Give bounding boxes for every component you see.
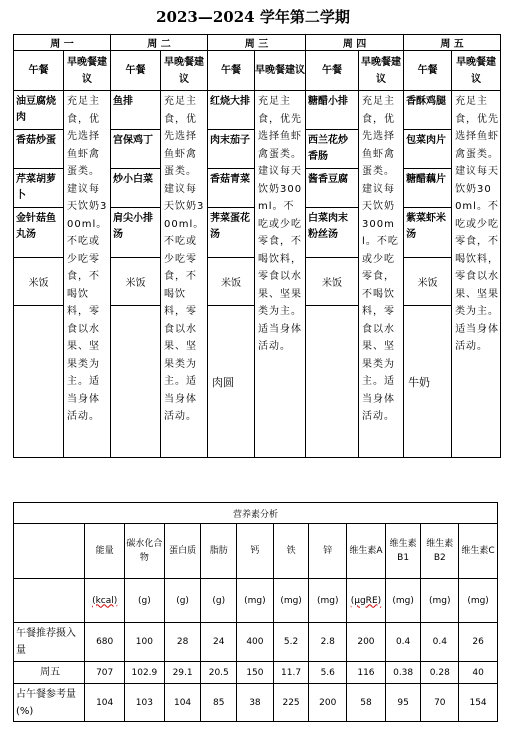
dish-item: 白菜肉末粉丝汤	[306, 208, 359, 258]
nutrition-value: 102.9	[125, 662, 165, 684]
nutrition-corner-cell	[14, 524, 85, 579]
lunch-column-header: 午餐	[306, 51, 359, 91]
staple-food: 米饭	[14, 258, 64, 306]
staple-food: 米饭	[404, 258, 452, 306]
weekly-menu-table	[13, 34, 501, 458]
nutrient-unit	[237, 579, 274, 623]
nutrient-unit-text: (mg)	[316, 595, 339, 606]
nutrition-value: 28	[164, 623, 201, 662]
dish-item: 糖醋藕片	[404, 169, 452, 208]
nutrition-value: 104	[164, 684, 201, 722]
nutrition-value: 5.6	[309, 662, 347, 684]
dish-item: 鱼排	[111, 91, 161, 130]
day-header: 周 三	[208, 35, 306, 51]
lunch-column-header: 午餐	[14, 51, 64, 91]
dish-item: 荠菜蛋花汤	[208, 208, 255, 258]
nutrition-value: 2.8	[309, 623, 347, 662]
nutrient-header: 钙	[237, 524, 274, 579]
dish-item: 糖醋小排	[306, 91, 359, 130]
dish-item: 香酥鸡腿	[404, 91, 452, 130]
advice-column-header: 早晚餐建议	[452, 51, 501, 91]
nutrient-unit-text: (mg)	[392, 595, 414, 606]
nutrition-value: 95	[385, 684, 421, 722]
day-header: 周 四	[306, 35, 404, 51]
nutrition-value: 104	[85, 684, 125, 722]
nutrition-value: 11.7	[273, 662, 309, 684]
nutrition-value: 20.5	[201, 662, 237, 684]
advice-column-header: 早晚餐建议	[255, 51, 306, 91]
nutrient-unit-text: (mg)	[280, 595, 302, 606]
nutrient-unit-text: (mg)	[467, 595, 489, 606]
nutrient-header: 维生素B2	[421, 524, 459, 579]
nutrient-unit-text: (mg)	[244, 595, 266, 606]
nutrition-value: 225	[273, 684, 309, 722]
dish-item: 油豆腐烧肉	[14, 91, 64, 130]
nutrition-title: 营养素分析	[14, 503, 498, 524]
nutrition-row-label: 占午餐参考量(%)	[14, 684, 85, 722]
lunch-column-header: 午餐	[208, 51, 255, 91]
advice-column-header: 早晚餐建议	[64, 51, 111, 91]
nutrition-row-label: 午餐推荐摄入量	[14, 623, 85, 662]
day-header: 周 五	[404, 35, 501, 51]
dish-item: 酱香豆腐	[306, 169, 359, 208]
nutrition-row-label: 周五	[14, 662, 85, 684]
nutrient-unit	[309, 579, 347, 623]
staple-food: 米饭	[208, 258, 255, 306]
nutrition-value: 150	[237, 662, 274, 684]
lunch-column-header: 午餐	[404, 51, 452, 91]
nutrition-value: 154	[459, 684, 498, 722]
dish-item: 炒小白菜	[111, 169, 161, 208]
lunch-column-header: 午餐	[111, 51, 161, 91]
snack-item: 肉圆	[208, 306, 255, 458]
nutrient-header: 维生素C	[459, 524, 498, 579]
nutrient-header: 蛋白质	[164, 524, 201, 579]
dish-item: 西兰花炒香肠	[306, 130, 359, 169]
meal-advice: 充足主食，优先选择鱼虾禽蛋类。建议每天饮奶300ml。不吃或少吃零食，不喝饮料，零食以水果、坚果类为主。适当身体活动。	[359, 91, 404, 458]
meal-advice: 充足主食，优先选择鱼虾禽蛋类。建议每天饮奶300ml。不吃或少吃零食，不喝饮料，零食以水果、坚果类为主。适当身体活动。	[452, 91, 501, 458]
nutrition-value: 200	[347, 623, 386, 662]
nutrient-unit-text: (mg)	[429, 595, 451, 606]
nutrient-header: 碳水化合物	[125, 524, 165, 579]
dish-item: 包菜肉片	[404, 130, 452, 169]
meal-advice: 充足主食，优先选择鱼虾禽蛋类。建议每天饮奶300ml。不吃或少吃零食，不喝饮料，零食以水果、坚果类为主。适当身体活动。	[64, 91, 111, 458]
nutrient-unit	[164, 579, 201, 623]
nutrient-unit-text: (μgRE)	[350, 595, 382, 606]
nutrient-unit-text: (kcal)	[92, 595, 118, 606]
meal-advice: 充足主食，优先选择鱼虾禽蛋类。建议每天饮奶300ml。不吃或少吃零食，不喝饮料，零食以水果、坚果类为主。适当身体活动。	[255, 91, 306, 458]
nutrition-value: 38	[237, 684, 274, 722]
nutrition-value: 5.2	[273, 623, 309, 662]
nutrition-analysis-table	[13, 502, 498, 722]
day-header: 周 二	[111, 35, 208, 51]
meal-advice: 充足主食，优先选择鱼虾禽蛋类。建议每天饮奶300ml。不吃或少吃零食，不喝饮料，零食以水果、坚果类为主。适当身体活动。	[161, 91, 208, 458]
dish-item: 肉末茄子	[208, 130, 255, 169]
nutrient-header: 维生素A	[347, 524, 386, 579]
page-title: 2023—2024 学年第二学期	[156, 8, 350, 26]
nutrient-header: 能量	[85, 524, 125, 579]
nutrition-corner-cell	[14, 579, 85, 623]
nutrition-value: 26	[459, 623, 498, 662]
nutrition-value: 100	[125, 623, 165, 662]
nutrition-value: 103	[125, 684, 165, 722]
nutrition-value: 70	[421, 684, 459, 722]
dish-item: 金针菇鱼丸汤	[14, 208, 64, 258]
dish-item: 香菇青菜	[208, 169, 255, 208]
nutrition-value: 707	[85, 662, 125, 684]
snack-item	[306, 306, 359, 458]
dish-item: 香菇炒蛋	[14, 130, 64, 169]
nutrition-value: 40	[459, 662, 498, 684]
nutrition-value: 0.38	[385, 662, 421, 684]
nutrition-value: 29.1	[164, 662, 201, 684]
staple-food: 米饭	[306, 258, 359, 306]
advice-column-header: 早晚餐建议	[359, 51, 404, 91]
dish-item: 红烧大排	[208, 91, 255, 130]
day-header: 周 一	[14, 35, 111, 51]
nutrient-unit-text: (g)	[138, 595, 151, 606]
nutrition-value: 85	[201, 684, 237, 722]
nutrient-unit-text: (g)	[176, 595, 189, 606]
nutrition-value: 0.4	[385, 623, 421, 662]
nutrient-unit	[459, 579, 498, 623]
nutrient-header: 铁	[273, 524, 309, 579]
nutrition-value: 680	[85, 623, 125, 662]
nutrition-value: 58	[347, 684, 386, 722]
nutrition-value: 400	[237, 623, 274, 662]
dish-item: 紫菜虾米汤	[404, 208, 452, 258]
nutrient-unit	[201, 579, 237, 623]
nutrient-unit	[85, 579, 125, 623]
nutrition-value: 0.4	[421, 623, 459, 662]
nutrition-value: 116	[347, 662, 386, 684]
nutrition-value: 24	[201, 623, 237, 662]
dish-item: 芹菜胡萝卜	[14, 169, 64, 208]
nutrition-value: 200	[309, 684, 347, 722]
snack-item	[14, 306, 64, 458]
nutrition-value: 0.28	[421, 662, 459, 684]
nutrient-unit	[421, 579, 459, 623]
nutrient-header: 锌	[309, 524, 347, 579]
dish-item: 宫保鸡丁	[111, 130, 161, 169]
nutrient-unit	[125, 579, 165, 623]
snack-item	[111, 306, 161, 458]
nutrient-header: 维生素B1	[385, 524, 421, 579]
nutrient-unit-text: (g)	[212, 595, 226, 606]
staple-food: 米饭	[111, 258, 161, 306]
nutrient-unit	[347, 579, 386, 623]
nutrient-header: 脂肪	[201, 524, 237, 579]
dish-item: 肩尖小排汤	[111, 208, 161, 258]
snack-item: 牛奶	[404, 306, 452, 458]
advice-column-header: 早晚餐建议	[161, 51, 208, 91]
nutrient-unit	[385, 579, 421, 623]
nutrient-unit	[273, 579, 309, 623]
